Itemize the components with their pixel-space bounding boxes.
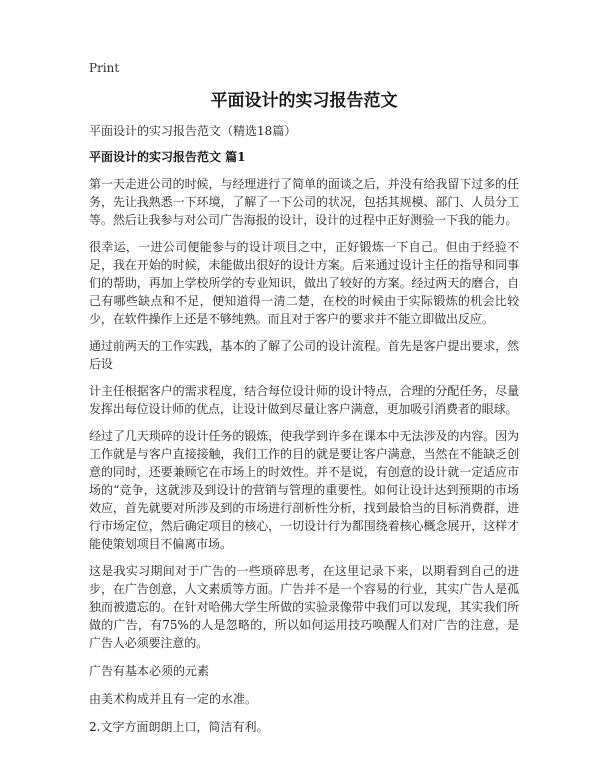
paragraph-2: 很幸运，一进公司便能参与的设计项目之中，正好锻炼一下自己。但由于经验不足，我在开始的时候，未能做出很好的设计方案。后来通过设计主任的指导和同事们的帮助，再加上学校所学的专业知识，做出了较好的方案。经过两天的磨合，自己有哪些缺点和不足，便知道得一清二楚，在校的时候由于实际锻炼的机会比较少，在软件操作上还是不够纯熟。而且对于客户的要求并不能立即做出反应。: [89, 240, 519, 326]
short-line-2: 由美术构成并且有一定的水准。: [89, 692, 258, 706]
print-link[interactable]: Print: [89, 61, 120, 75]
paragraph-4: 计主任根据客户的需求程度，结合每位设计师的设计特点，合理的分配任务，尽量发挥出每位设计师的优点，让设计做到尽量让客户满意，更加吸引消费者的眼球。: [89, 384, 519, 416]
paragraph-3: 通过前两天的工作实践，基本的了解了公司的设计流程。首先是客户提出要求，然后设: [89, 339, 519, 371]
short-line-3: 2.文字方面朗朗上口，简洁有利。: [89, 720, 269, 734]
section-heading: 平面设计的实习报告范文 篇1: [89, 150, 246, 164]
paragraph-1: 第一天走进公司的时候，与经理进行了简单的面谈之后，并没有给我留下过多的任务，先让我熟悉一下环境，了解了一下公司的状况，包括其规模、部门、人员分工等。然后让我参与对公司广告海报的设计，设计的过程中正好测验一下我的能力。: [89, 177, 519, 227]
page-title: 平面设计的实习报告范文: [210, 91, 398, 111]
document-subtitle: 平面设计的实习报告范文（精选18篇）: [89, 124, 297, 138]
paragraph-6: 这是我实习期间对于广告的一些琐碎思考，在这里记录下来，以期看到自己的进步，在广告创意，人文素质等方面。广告并不是一个容易的行业，其实广告人是孤独而被遗忘的。在针对哈佛大学生所做的实验录像带中我们可以发现，其实我们所做的广告，有75%的人是忽略的，所以如何运用技巧唤醒人们对广告的注意，是广告人必须要注意的。: [89, 564, 519, 650]
short-line-1: 广告有基本必须的元素: [89, 664, 210, 678]
paragraph-5: 经过了几天琐碎的设计任务的锻炼，使我学到许多在课本中无法涉及的内容。因为工作就是与客户直接接触，我们工作的目的就是要让客户满意，当然在不能缺乏创意的同时，还要兼顾它在市场上的时效性。并不是说，有创意的设计就一定适应市场的“竞争，这就涉及到设计的营销与管理的重要性。如何让设计达到预期的市场效应，首先就要对所涉及到的市场进行剖析性分析，找到最恰当的目标消费群，进行市场定位，然后确定项目的核心，一切设计行为都围绕着核心概念展开，这样才能使策划项目不偏离市场。: [89, 429, 519, 551]
document-page: [89, 60, 519, 736]
